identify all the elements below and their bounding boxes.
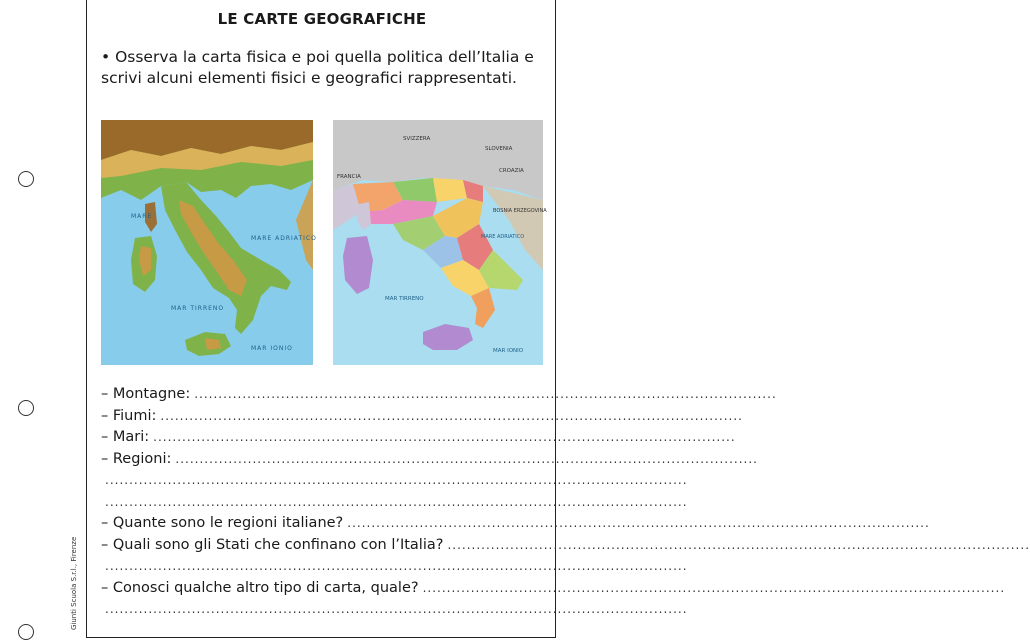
- sea-label: MAR IONIO: [251, 345, 293, 352]
- question-label: – Fiumi:: [101, 407, 157, 424]
- answer-line[interactable]: [101, 513, 930, 535]
- dotted-line: .........................................................................................................................: [105, 602, 688, 616]
- answer-line[interactable]: [101, 427, 736, 449]
- copyright-credit: Giunti Scuola S.r.l., Firenze: [70, 536, 78, 630]
- answer-line[interactable]: [101, 599, 688, 621]
- dotted-line: .........................................................................................................................: [422, 580, 1006, 595]
- dotted-line: .........................................................................................................................: [175, 451, 758, 466]
- answer-line[interactable]: [101, 384, 777, 406]
- worksheet-page: [86, 0, 1030, 638]
- question-label: – Conosci qualche altro tipo di carta, quale?: [101, 579, 419, 596]
- dotted-line: .........................................................................................................................: [105, 494, 688, 509]
- dotted-line: .........................................................................................................................: [347, 516, 930, 530]
- question-label: – Montagne:: [101, 386, 191, 402]
- sea-label: MAR TIRRENO: [171, 305, 225, 312]
- sea-label: MARE ADRIATICO: [251, 235, 317, 242]
- binder-hole: [18, 400, 34, 416]
- answer-line[interactable]: [101, 449, 758, 471]
- page-title: LE CARTE GEOGRAFICHE: [217, 10, 427, 28]
- question-label: – Mari:: [101, 429, 150, 445]
- sea-label: MARE: [131, 213, 153, 220]
- dotted-line: .........................................................................................................................: [447, 537, 1030, 552]
- answer-line[interactable]: [101, 492, 688, 514]
- map-label: SLOVENIA: [485, 146, 513, 152]
- answer-line[interactable]: [101, 556, 688, 578]
- dotted-line: .........................................................................................................................: [153, 430, 736, 444]
- answer-line[interactable]: [101, 578, 1006, 600]
- binder-hole: [18, 171, 34, 187]
- map-label: SVIZZERA: [403, 136, 431, 142]
- question-label: – Quante sono le regioni italiane?: [101, 515, 344, 531]
- dotted-line: .........................................................................................................................: [105, 559, 688, 573]
- answer-lines: [101, 384, 1030, 621]
- question-label: – Regioni:: [101, 450, 172, 467]
- physical-map-italy: [101, 120, 317, 365]
- physical-map-image: [101, 120, 317, 365]
- dotted-line: .........................................................................................................................: [105, 473, 688, 487]
- political-map-image: [333, 120, 547, 365]
- answer-line[interactable]: [101, 470, 688, 492]
- question-label: – Quali sono gli Stati che confinano con l’Italia?: [101, 536, 444, 553]
- map-label: CROAZIA: [499, 168, 524, 174]
- map-label: BOSNIA ERZEGOVINA: [493, 208, 547, 214]
- political-map-italy: [333, 120, 547, 365]
- instruction-text: • Osserva la carta fisica e poi quella politica dell’Italia e scrivi alcuni elementi fisici e geografici rappresentati.: [101, 48, 534, 87]
- map-label: FRANCIA: [337, 174, 361, 180]
- map-label: MARE ADRIATICO: [481, 234, 525, 240]
- map-label: MAR IONIO: [493, 348, 524, 354]
- binder-hole: [18, 624, 34, 640]
- map-label: MAR TIRRENO: [385, 296, 424, 302]
- dotted-line: .........................................................................................................................: [194, 387, 777, 401]
- answer-line[interactable]: [101, 406, 743, 428]
- answer-line[interactable]: [101, 535, 1030, 557]
- dotted-line: .........................................................................................................................: [160, 408, 743, 423]
